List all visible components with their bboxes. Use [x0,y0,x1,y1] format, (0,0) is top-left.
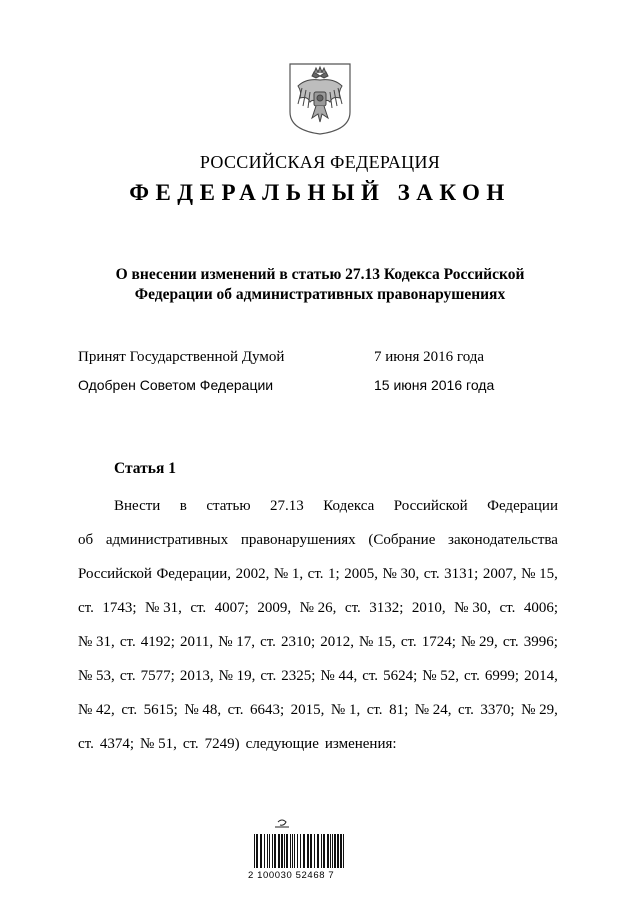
barcode-bar [254,834,255,868]
article-word: ст. [423,566,440,582]
article-word: № 26, [299,600,337,616]
article-word: статью [206,498,251,514]
barcode-bar [272,834,273,868]
barcode-bar [284,834,285,868]
barcode-bar [307,834,309,868]
barcode-bar [343,834,344,868]
article-word: ст. [464,668,480,684]
article-line [78,532,558,549]
article-line [78,566,558,583]
article-word: Кодекса [323,498,375,514]
barcode-bar [278,834,280,868]
article-word: 2012, [320,634,354,650]
article-word: № 30, [454,600,491,616]
article-word: 1724; [421,634,456,650]
barcode-bar [260,834,262,868]
article-word: № 19, [218,668,256,684]
article-word: № 1, [273,566,304,582]
law-title-line: Федерации об административных правонарушениях [134,286,506,303]
barcode-bar [264,834,265,868]
article-word: 2010, [411,600,446,616]
article-word: 6643; [249,702,285,718]
barcode-bar [256,834,258,868]
barcode-bar [290,834,291,868]
article-word: № 1, [330,702,361,718]
article-word: № 31, [78,634,115,650]
article-word: ст. [190,600,207,616]
article-word: № 24, [414,702,452,718]
article-word: № 53, [78,668,115,684]
article-word: № 29, [460,634,498,650]
article-line [78,736,558,753]
article-word: ст. [502,634,519,650]
article-word: правонарушениях [240,532,356,548]
article-word: (Собрание [368,532,436,548]
barcode-bar [310,834,312,868]
barcode-bar [281,834,283,868]
article-word: Российской [78,566,152,582]
coat-of-arms-icon [288,62,352,136]
article-word: 81; [389,702,409,718]
article-word: 2013, [179,668,214,684]
article-word: Федерации, [156,566,232,582]
article-word: 2015, [290,702,325,718]
barcode-bar [321,834,322,868]
article-word: № 51, [140,736,177,752]
article-word: ст. [260,668,277,684]
law-title-line: О внесении изменений в статью 27.13 Кодекса Российской [115,266,525,283]
article-word: ст. [499,600,516,616]
article-word: 2002, [235,566,270,582]
article-word: 6999; [484,668,520,684]
article-word: следующие [245,736,319,752]
article-word: 1743; [102,600,137,616]
adopted-label: Принят Государственной Думой [78,349,285,365]
article-word: ст. [78,600,94,616]
barcode-bar [330,834,331,868]
article-word: административных [105,532,229,548]
article-word: № 15, [358,634,396,650]
barcode-bar [332,834,333,868]
article-word: 2007, [482,566,517,582]
article-word: ст. [119,668,136,684]
law-title [100,265,540,305]
article-word: Внести [114,498,161,514]
article-word: ст. [400,634,417,650]
law-type-heading: ФЕДЕРАЛЬНЫЙ ЗАКОН [129,180,511,205]
article-word: изменения: [324,736,397,752]
article-word: 3131; [444,566,479,582]
barcode-bar [334,834,336,868]
article-word: 3132; [369,600,404,616]
article-word: ст. [260,634,276,650]
article-word: 2325; [281,668,316,684]
article-word: законодательства [448,532,558,548]
barcode-bar [294,834,295,868]
article-word: ст. [307,566,324,582]
article-word: 27.13 [270,498,304,514]
barcode-bar [340,834,342,868]
barcode-bar [337,834,339,868]
article-line [78,600,558,617]
article-word: 2310; [280,634,316,650]
barcode-bar [286,834,288,868]
barcode-bar [327,834,329,868]
article-word: 4192; [140,634,175,650]
article-word: 5615; [143,702,178,718]
article-word: об [78,532,94,548]
article-word: 7577; [140,668,175,684]
article-word: ст. [458,702,474,718]
barcode-bar [297,834,298,868]
article-word: № 30, [382,566,420,582]
article-word: Российской [393,498,468,514]
article-word: 2005, [344,566,378,582]
article-word: № 29, [521,702,558,718]
article-heading: Статья 1 [114,460,176,477]
article-word: в [179,498,187,514]
barcode-bar [314,834,315,868]
barcode-bar [292,834,293,868]
article-word: 4007; [214,600,249,616]
article-word: ст. [121,702,138,718]
barcode-bar [267,834,268,868]
article-word: № 31, [145,600,182,616]
article-word: Федерации [487,498,558,514]
barcode-bar [323,834,325,868]
adopted-date: 7 июня 2016 года [374,349,485,365]
country-name: РОССИЙСКАЯ ФЕДЕРАЦИЯ [199,152,441,172]
article-word: 2009, [257,600,292,616]
article-word: № 17, [218,634,256,650]
article-word: 4374; [99,736,135,752]
article-line [78,668,558,685]
article-word: 2011, [179,634,214,650]
article-word: 5624; [383,668,418,684]
article-word: № 42, [78,702,115,718]
article-word: ст. [182,736,199,752]
approved-date: 15 июня 2016 года [374,377,495,393]
article-word: № 48, [184,702,222,718]
article-word: № 44, [320,668,358,684]
approved-label: Одобрен Советом Федерации [78,377,274,393]
article-word: 2014, [524,668,558,684]
article-word: 1; [328,566,340,582]
article-word: № 52, [422,668,460,684]
article-word: № 15, [521,566,558,582]
barcode-bar [274,834,276,868]
article-word: ст. [119,634,136,650]
article-word: 7249) [204,736,240,752]
article-word: ст. [344,600,361,616]
article-word: 4006; [523,600,558,616]
article-word: ст. [366,702,383,718]
article-line [78,702,558,719]
barcode-bar [269,834,270,868]
article-word: ст. [227,702,244,718]
article-line [114,498,558,515]
article-word: ст. [362,668,379,684]
article-line [78,634,558,651]
barcode-bar [300,834,301,868]
barcode-number: 2 100030 52468 7 [248,870,335,881]
article-word: 3370; [480,702,515,718]
article-word: 3996; [523,634,558,650]
barcode-bar [317,834,319,868]
article-word: ст. [78,736,94,752]
barcode-bar [303,834,305,868]
